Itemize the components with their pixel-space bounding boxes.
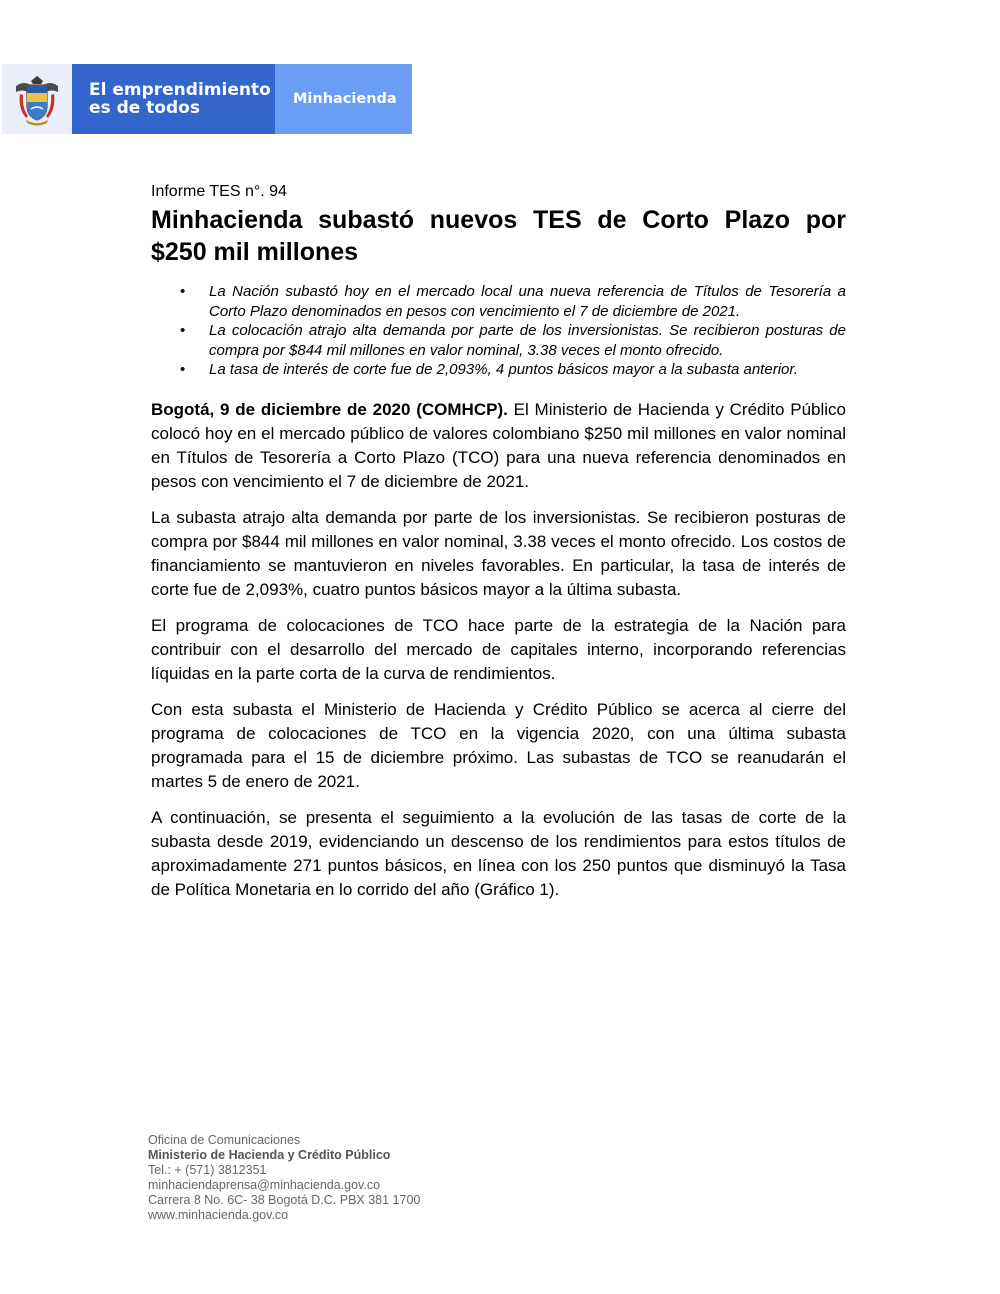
press-release-body bbox=[151, 182, 846, 902]
page-title: Minhacienda subastó nuevos TES de Corto Plazo por $250 mil millones bbox=[151, 206, 846, 266]
body-paragraph bbox=[151, 398, 846, 494]
highlight-item: • La tasa de interés de corte fue de 2,093%, 4 puntos básicos mayor a la subasta anterior. bbox=[209, 360, 846, 380]
highlight-item: • La Nación subastó hoy en el mercado local una nueva referencia de Títulos de Tesorería a Corto Plazo denominados en pesos con vencimiento el 7 de diciembre de 2021. bbox=[209, 282, 846, 321]
highlights-list bbox=[151, 282, 846, 380]
footer-address: Carrera 8 No. 6C- 38 Bogotá D.C. PBX 381 1700 bbox=[148, 1193, 421, 1207]
footer-phone: Tel.: + (571) 3812351 bbox=[148, 1163, 267, 1177]
highlight-item: • La colocación atrajo alta demanda por parte de los inversionistas. Se recibieron posturas de compra por $844 mil millones en valor nominal, 3.38 veces el monto ofrecido. bbox=[209, 321, 846, 360]
dateline: Bogotá, 9 de diciembre de 2020 (COMHCP). bbox=[151, 399, 508, 419]
footer-contact bbox=[148, 1133, 548, 1223]
paragraph-text: El Ministerio de Hacienda y Crédito Público colocó hoy en el mercado público de valores colombiano $250 mil millones en valor nominal en Títulos de Tesorería a Corto Plazo (TCO) para una nueva referencia denominados en pesos con vencimiento el 7 de diciembre de 2021. bbox=[151, 399, 846, 491]
ministry-logo-text: Minhacienda bbox=[293, 91, 397, 107]
slogan-line-2: es de todos bbox=[89, 98, 200, 118]
body-paragraph: La subasta atrajo alta demanda por parte de los inversionistas. Se recibieron posturas de compra por $844 mil millones en valor nominal, 3.38 veces el monto ofrecido. Los costos de financiamiento se mantuvieron en niveles favorables. En particular, la tasa de interés de corte fue de 2,093%, cuatro puntos básicos mayor a la última subasta. bbox=[151, 507, 846, 599]
report-label: Informe TES n°. 94 bbox=[151, 183, 287, 200]
footer-office: Oficina de Comunicaciones bbox=[148, 1133, 301, 1147]
footer-email: minhaciendaprensa@minhacienda.gov.co bbox=[148, 1178, 381, 1192]
body-paragraph: El programa de colocaciones de TCO hace parte de la estrategia de la Nación para contribuir con el desarrollo del mercado de capitales interno, incorporando referencias líquidas en la parte corta de la curva de rendimientos. bbox=[151, 615, 846, 683]
slogan-line-1: El emprendimiento bbox=[89, 80, 271, 100]
banner-emblem bbox=[2, 64, 72, 134]
body-paragraph: A continuación, se presenta el seguimiento a la evolución de las tasas de corte de la subasta desde 2019, evidenciando un descenso de los rendimientos para estos títulos de aproximadamente 271 puntos básicos, en línea con los 250 puntos que disminuyó la Tasa de Política Monetaria en lo corrido del año (Gráfico 1). bbox=[151, 807, 846, 899]
banner-ministry-logo bbox=[275, 64, 412, 134]
footer-ministry: Ministerio de Hacienda y Crédito Público bbox=[148, 1148, 391, 1162]
colombia-coat-of-arms-icon bbox=[12, 72, 62, 126]
banner-slogan bbox=[72, 64, 275, 134]
body-paragraph: Con esta subasta el Ministerio de Hacienda y Crédito Público se acerca al cierre del programa de colocaciones de TCO en la vigencia 2020, con una última subasta programada para el 15 de diciembre próximo. Las subastas de TCO se reanudarán el martes 5 de enero de 2021. bbox=[151, 699, 846, 791]
header-banner bbox=[2, 64, 412, 134]
footer-website: www.minhacienda.gov.co bbox=[148, 1208, 289, 1222]
